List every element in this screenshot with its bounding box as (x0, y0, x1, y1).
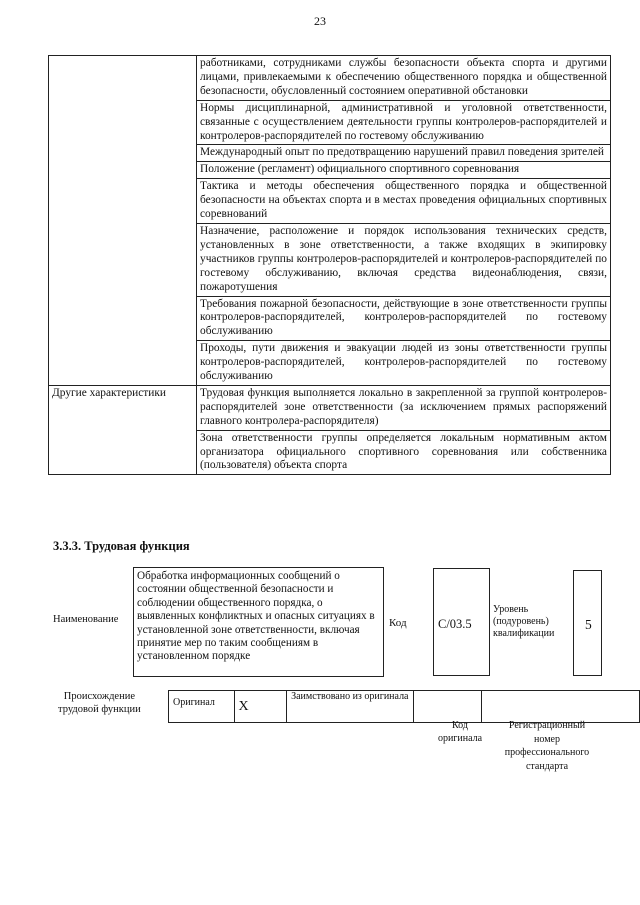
origin-code-cell (414, 691, 482, 723)
row-category: Другие характеристики (49, 385, 197, 474)
row-text: Требования пожарной безопасности, действующие в зоне ответственности группы контролеров-распорядителей, контролеров-распорядителей по гостевому обслуживанию (197, 296, 611, 341)
knowledge-table (48, 55, 611, 475)
origin-reg-cell (482, 691, 640, 723)
name-label: Наименование (53, 614, 119, 625)
section-heading: 3.3.3. Трудовая функция (53, 539, 190, 553)
borrowed-label: Заимствовано из оригинала (287, 691, 414, 723)
row-text: Назначение, расположение и порядок использования технических средств, установленных в зоне ответственности, а также входящих в экипировку участников группы контролеров-распорядителей и контролеров-распорядителей по гостевому обслуживанию, включая средства видеонаблюдения, связи, пожаротушения (197, 223, 611, 296)
code-caption: Код оригинала (437, 720, 483, 744)
row-text: работниками, сотрудниками службы безопасности объекта спорта и другими лицами, привлекаемыми к обеспечению общественного порядка и общественной безопасности, обусловленный состоянием оперативной обстановки (197, 56, 611, 101)
name-value-box: Обработка информационных сообщений о состоянии общественной безопасности и соблюдении общественного порядка, о выявленных конфликтных и опасных ситуациях в установленной зоне ответственности, включая принятие мер по таким сообщениям в установленном порядке (133, 567, 384, 677)
level-value-box: 5 (573, 570, 602, 676)
row-text: Тактика и методы обеспечения общественного порядка и общественной безопасности на объектах спорта и в местах проведения официальных спортивных соревнований (197, 179, 611, 224)
row-text: Положение (регламент) официального спортивного соревнования (197, 162, 611, 179)
origin-label: Происхождение трудовой функции (58, 691, 141, 715)
code-value-box: C/03.5 (433, 568, 490, 676)
row-text: Нормы дисциплинарной, административной и уголовной ответственности, связанные с осуществлением деятельности группы контролеров-распорядителей и контролеров-распорядителей по гостевому обслуживанию (197, 100, 611, 145)
row-text: Проходы, пути движения и эвакуации людей из зоны ответственности группы контролеров-распорядителей, контролеров-распорядителей по гостевому обслуживанию (197, 341, 611, 386)
page-number: 23 (314, 14, 326, 28)
row-text: Зона ответственности группы определяется локальным нормативным актом организатора официального спортивного соревнования или собственника (пользователя) объекта спорта (197, 430, 611, 475)
row-text: Международный опыт по предотвращению нарушений правил поведения зрителей (197, 145, 611, 162)
level-label: Уровень (подуровень) квалификации (493, 604, 555, 639)
original-label: Оригинал (169, 691, 235, 723)
table-row (49, 385, 611, 430)
row-text: Трудовая функция выполняется локально в закрепленной за группой контролеров-распорядителей зоне ответственности (за исключением прямых распоряжений главного контролера-распорядителя) (197, 385, 611, 430)
reg-caption: Регистрационный номер профессионального стандарта (504, 720, 590, 772)
original-mark: X (234, 691, 287, 723)
code-label: Код (389, 617, 407, 629)
row-category (49, 56, 197, 386)
table-row (49, 56, 611, 101)
